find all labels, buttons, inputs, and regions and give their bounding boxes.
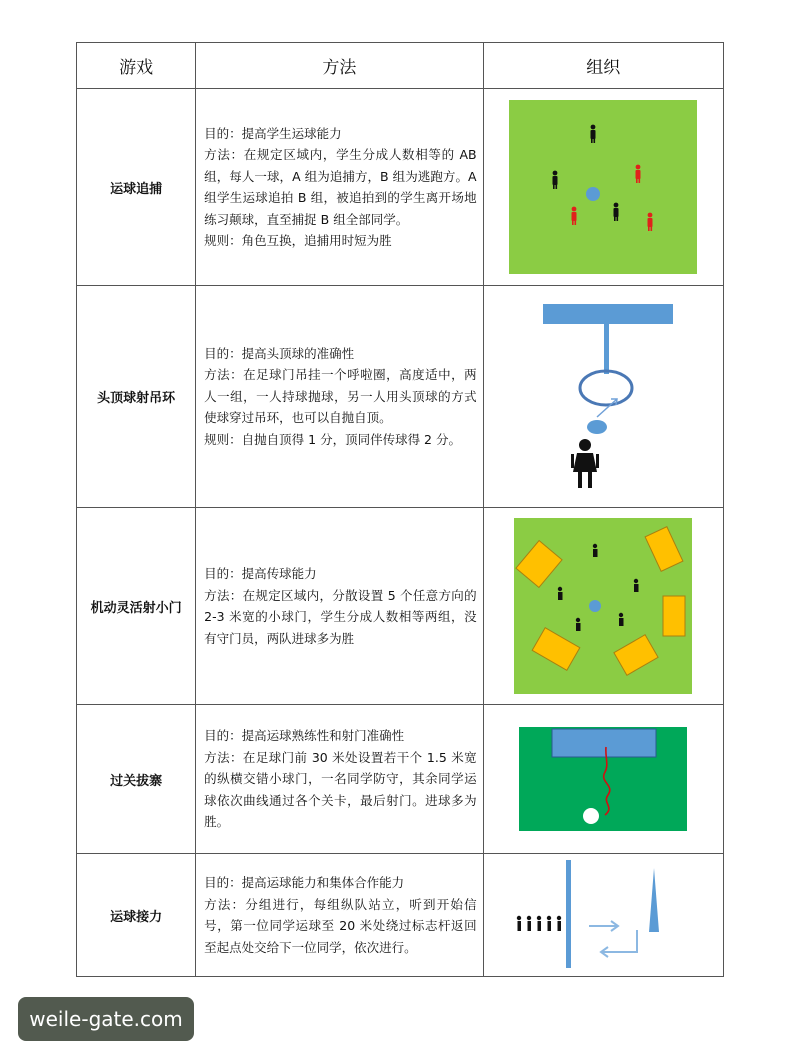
table-row xyxy=(77,89,724,286)
game-name: 机动灵活射小门 xyxy=(77,508,196,705)
hoop-header-diagram xyxy=(533,302,673,492)
rule-text: 规则：自抛自顶得 1 分，顶同伴传球得 2 分。 xyxy=(204,431,461,447)
pitch-dribble-diagram xyxy=(519,727,687,831)
organization-cell xyxy=(483,286,723,508)
goal-text: 目的：提高头顶球的准确性 xyxy=(204,345,355,361)
person-icon xyxy=(571,439,599,488)
game-name: 运球追捕 xyxy=(77,89,196,286)
header-method: 方法 xyxy=(196,43,483,89)
start-line xyxy=(566,860,571,968)
game-name: 过关拔寨 xyxy=(77,705,196,854)
game-name: 运球接力 xyxy=(77,854,196,977)
player-icon xyxy=(547,916,551,931)
organization-cell xyxy=(483,705,723,854)
marker-pole-icon xyxy=(649,868,659,932)
method-cell xyxy=(196,508,483,705)
table-row xyxy=(77,705,724,854)
player-icon xyxy=(558,587,563,600)
table-header-row xyxy=(77,43,724,89)
ball-icon xyxy=(586,187,600,201)
ball-icon xyxy=(583,808,599,824)
method-text: 方法：在足球门前 30 米处设置若干个 1.5 米宽的纵横交错小球门，一名同学防守，其余同学运球依次曲线通过各个关卡，最后射门。进球多为胜。 xyxy=(204,749,477,830)
goal-text: 目的：提高运球能力和集体合作能力 xyxy=(204,875,405,890)
player-icon xyxy=(517,916,521,931)
small-goals-diagram xyxy=(514,518,692,694)
method-cell xyxy=(196,854,483,977)
player-icon xyxy=(576,618,581,631)
table-row xyxy=(77,286,724,508)
organization-cell xyxy=(483,89,723,286)
crossbar xyxy=(543,304,673,324)
trajectory-arrow xyxy=(597,399,617,417)
organization-cell xyxy=(483,854,723,977)
method-text: 方法：在规定区域内，学生分成人数相等的 AB 组，每人一球，A 组为追捕方，B 组为逃跑方。A 组学生运球追拍 B 组，被追拍到的学生离开场地练习颠球，直至捕捉 B 组全部同学。 xyxy=(204,147,477,227)
method-text: 方法：分组进行，每组纵队站立，听到开始信号，第一位同学运球至 20 米处绕过标志杆返回至起点处交给下一位同学，依次进行。 xyxy=(204,896,477,955)
player-icon xyxy=(634,579,639,592)
method-text: 方法：在足球门吊挂一个呼啦圈，高度适中，两人一组，一人持球抛球，另一人用头顶球的方式使球穿过吊环，也可以自抛自顶。 xyxy=(204,367,477,426)
player-icon xyxy=(537,916,541,931)
chase-field-diagram xyxy=(509,100,697,274)
hanging-post xyxy=(604,324,609,374)
player-icon xyxy=(593,544,598,557)
goal-text: 目的：提高传球能力 xyxy=(204,566,317,581)
player-icon xyxy=(619,613,624,626)
hoop-icon xyxy=(580,371,632,405)
player-icon xyxy=(527,916,531,931)
green-field xyxy=(509,100,697,274)
method-cell xyxy=(196,705,483,854)
ball-icon xyxy=(589,600,601,612)
relay-diagram xyxy=(513,860,693,970)
rule-text: 规则：角色互换，追捕用时短为胜 xyxy=(204,233,392,248)
player-queue xyxy=(517,916,561,931)
method-text: 方法：在规定区域内，分散设置 5 个任意方向的 2-3 米宽的小球门，学生分成人数相等两组，没有守门员，两队进球多为胜 xyxy=(204,587,477,646)
games-table xyxy=(76,42,724,977)
table-row xyxy=(77,854,724,977)
game-name: 头顶球射吊环 xyxy=(77,286,196,508)
method-cell xyxy=(196,286,483,508)
organization-cell xyxy=(483,508,723,705)
goal-box xyxy=(552,729,656,757)
goal-text: 目的：提高运球熟练性和射门准确性 xyxy=(204,728,405,744)
header-organization: 组织 xyxy=(483,43,723,89)
method-cell xyxy=(196,89,483,286)
watermark-badge: weile-gate.com xyxy=(18,997,194,1041)
ball-icon xyxy=(587,420,607,434)
player-icon xyxy=(557,916,561,931)
small-goal-icon xyxy=(663,596,685,636)
table-row xyxy=(77,508,724,705)
goal-text: 目的：提高学生运球能力 xyxy=(204,125,342,141)
header-game: 游戏 xyxy=(77,43,196,89)
